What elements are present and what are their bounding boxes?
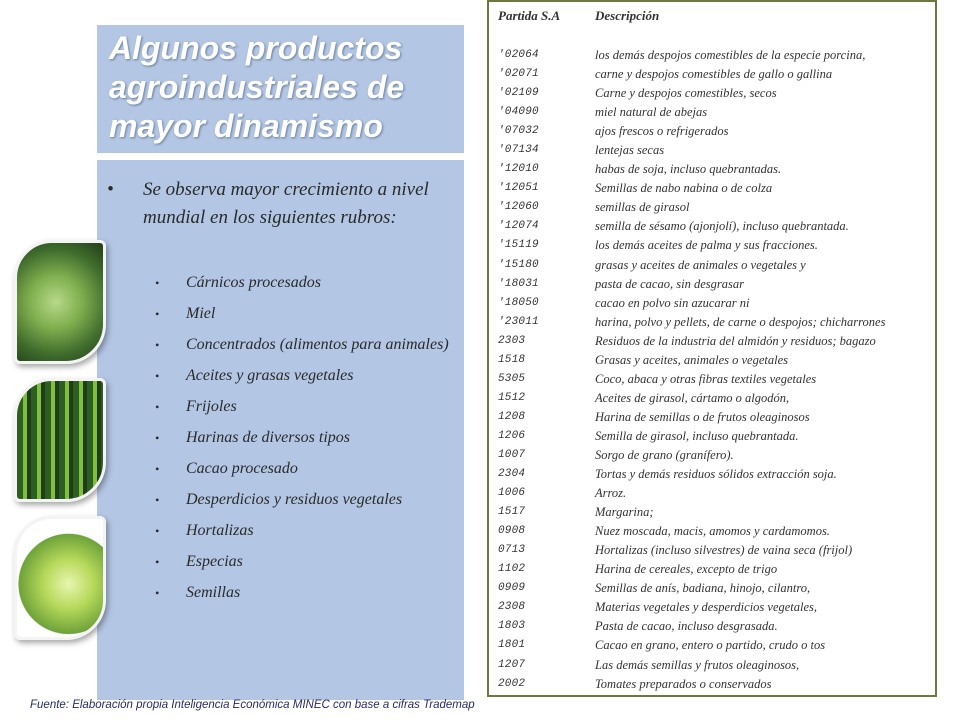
title-panel [97,25,464,153]
descripcion-text: miel natural de abejas [595,105,708,120]
descripcion-text: semillas de girasol [595,200,690,215]
sub-bullet-text: Semillas [186,584,241,601]
descripcion-text: harina, polvo y pellets, de carne o despojos; chicharrones [595,314,886,329]
partida-code: 1518 [498,353,526,366]
table-row [498,46,934,65]
descripcion-text: Semillas de nabo nabina o de colza [595,181,773,196]
sub-bullet-item [155,365,455,387]
table-row [498,198,934,217]
partida-code: '02064 [498,49,539,61]
partida-code: 2304 [498,468,526,481]
bullet-icon: • [155,462,160,476]
partida-code: '07032 [498,125,539,138]
descripcion-text: Semilla de girasol, incluso quebrantada. [595,428,799,443]
table-row [498,332,934,351]
partida-code: 1517 [498,506,526,519]
sub-bullet-item [155,551,455,573]
sugarcane-photo [14,378,106,502]
table-row [498,617,934,636]
sub-bullet-text: Desperdicios y residuos vegetales [186,491,403,508]
partida-code: 2002 [498,677,526,690]
sub-bullet-text: Frijoles [186,398,237,415]
sub-bullet-item [155,427,455,449]
descripcion-text: Carne y despojos comestibles, secos [595,86,777,101]
partida-code: 1102 [498,563,526,576]
sub-bullet-item [155,520,455,542]
partida-code: 2308 [498,601,526,614]
sub-bullet-item [155,458,455,480]
partida-code: 1206 [498,429,526,442]
partida-code: '23011 [498,315,539,328]
table-row [498,560,934,579]
main-bullet-text: Se observa mayor crecimiento a nivel mundial en los siguientes rubros: [143,179,429,228]
bullet-icon: • [155,400,160,414]
descripcion-text: Tortas y demás residuos sólidos extracción soja. [595,467,837,482]
descripcion-text: los demás aceites de palma y sus fracciones. [595,238,818,253]
sub-bullet-text: Hortalizas [186,522,254,539]
descripcion-text: Tomates preparados o conservados [595,676,772,691]
table-row [498,217,934,236]
bullet-icon: • [155,555,160,569]
descripcion-text: Semillas de anís, badiana, hinojo, cilantro, [595,581,811,596]
table-row [498,351,934,370]
descripcion-text: habas de soja, incluso quebrantadas. [595,162,782,177]
partida-code: 1207 [498,658,526,671]
partida-code: 5305 [498,372,526,385]
descripcion-text: Hortalizas (incluso silvestres) de vaina seca (frijol) [595,543,853,558]
partida-code: 1801 [498,639,526,652]
table-row [498,598,934,617]
descripcion-text: semilla de sésamo (ajonjolí), incluso quebrantada. [595,219,849,234]
sub-bullet-list [155,272,455,613]
sub-bullet-item [155,334,455,356]
descripcion-text: Aceites de girasol, cártamo o algodón, [595,390,790,405]
descripcion-text: Las demás semillas y frutos oleaginosos, [595,657,800,672]
partida-code: '04090 [498,106,539,119]
table-row [498,256,934,275]
table-row [498,656,934,675]
lime-photo [14,240,106,364]
sub-bullet-item [155,582,455,604]
descripcion-text: Nuez moscada, macis, amomos y cardamomos. [595,524,830,539]
table-row [498,636,934,655]
partida-code: 1006 [498,487,526,500]
table-row [498,522,934,541]
table-row [498,465,934,484]
main-bullet [107,176,457,232]
partida-code: 2303 [498,334,526,347]
bullet-icon: • [155,338,160,352]
descripcion-text: Harina de cereales, excepto de trigo [595,562,778,577]
descripcion-text: Sorgo de grano (granífero). [595,447,734,462]
partida-code: '12074 [498,220,539,233]
table-row [498,65,934,84]
table-row [498,484,934,503]
table-row [498,275,934,294]
partida-code: 0713 [498,544,526,557]
table-row [498,389,934,408]
partida-code: 0908 [498,525,526,538]
table-row [498,427,934,446]
partida-code: '15119 [498,239,539,252]
sub-bullet-text: Aceites y grasas vegetales [186,367,354,384]
descripcion-text: los demás despojos comestibles de la especie porcina, [595,48,866,62]
descripcion-text: ajos frescos o refrigerados [595,124,729,139]
partida-code: '12060 [498,201,539,214]
descripcion-text: carne y despojos comestibles de gallo o gallina [595,67,833,82]
table-row [498,84,934,103]
table-row [498,541,934,560]
sub-bullet-item [155,303,455,325]
bullet-icon: • [107,179,114,200]
table-row [498,122,934,141]
partida-code: 1803 [498,620,526,633]
descripcion-text: Grasas y aceites, animales o vegetales [595,352,789,367]
table-row [498,370,934,389]
table-row [498,408,934,427]
partida-code: 1512 [498,391,526,404]
sub-bullet-text: Miel [186,305,216,322]
sub-bullet-text: Harinas de diversos tipos [186,429,350,446]
sub-bullet-item [155,272,455,294]
table-row [498,141,934,160]
sub-bullet-item [155,396,455,418]
table-row [498,313,934,332]
bullet-icon: • [155,586,160,600]
bullet-icon: • [155,493,160,507]
table-row [498,503,934,522]
table-row [498,446,934,465]
partida-code: '02071 [498,68,539,81]
header-partida: Partida S.A [498,8,561,23]
descripcion-text: cacao en polvo sin azucarar ni [595,295,750,310]
product-table [487,0,937,697]
partida-code: '18031 [498,277,539,290]
table-row [498,103,934,122]
table-row [498,579,934,598]
content-panel [97,160,464,700]
descripcion-text: Margarina; [595,505,654,520]
sub-bullet-text: Especias [186,553,243,570]
lime-slices-photo [14,516,106,640]
descripcion-text: Arroz. [595,486,627,501]
descripcion-text: Pasta de cacao, incluso desgrasada. [595,619,778,634]
descripcion-text: Harina de semillas o de frutos oleaginosos [595,409,810,424]
slide-title: Algunos productos agroindustriales de mayor dinamismo [109,30,405,144]
sub-bullet-text: Cacao procesado [186,460,298,477]
descripcion-text: Materias vegetales y desperdicios vegetales, [595,600,818,615]
partida-code: '07134 [498,144,539,157]
partida-code: 1007 [498,448,526,461]
table-row [498,160,934,179]
descripcion-text: Cacao en grano, entero o partido, crudo o tos [595,638,826,653]
bullet-icon: • [155,369,160,383]
table-row [498,675,934,694]
partida-code: '12051 [498,182,539,195]
table-row [498,236,934,255]
table-row [498,294,934,313]
sub-bullet-text: Concentrados (alimentos para animales) [186,336,449,353]
descripcion-text: lentejas secas [595,143,665,158]
partida-code: '12010 [498,163,539,176]
bullet-icon: • [155,307,160,321]
descripcion-text: grasas y aceites de animales o vegetales y [595,257,806,272]
sub-bullet-item [155,489,455,511]
descripcion-text: Coco, abaca y otras fibras textiles vegetales [595,371,817,386]
partida-code: '15180 [498,258,539,271]
partida-code: '18050 [498,296,539,309]
table-row [498,179,934,198]
bullet-icon: • [155,431,160,445]
bullet-icon: • [155,524,160,538]
header-descripcion: Descripción [595,8,660,23]
descripcion-text: pasta de cacao, sin desgrasar [595,276,744,291]
partida-code: 0909 [498,582,526,595]
sub-bullet-text: Cárnicos procesados [186,274,321,291]
partida-code: '02109 [498,87,539,100]
partida-code: 1208 [498,410,526,423]
source-footnote: Fuente: Elaboración propia Inteligencia Económica MINEC con base a cifras Trademap [30,699,475,711]
bullet-icon: • [155,276,160,290]
table-body [498,46,934,694]
descripcion-text: Residuos de la industria del almidón y residuos; bagazo [595,333,876,348]
